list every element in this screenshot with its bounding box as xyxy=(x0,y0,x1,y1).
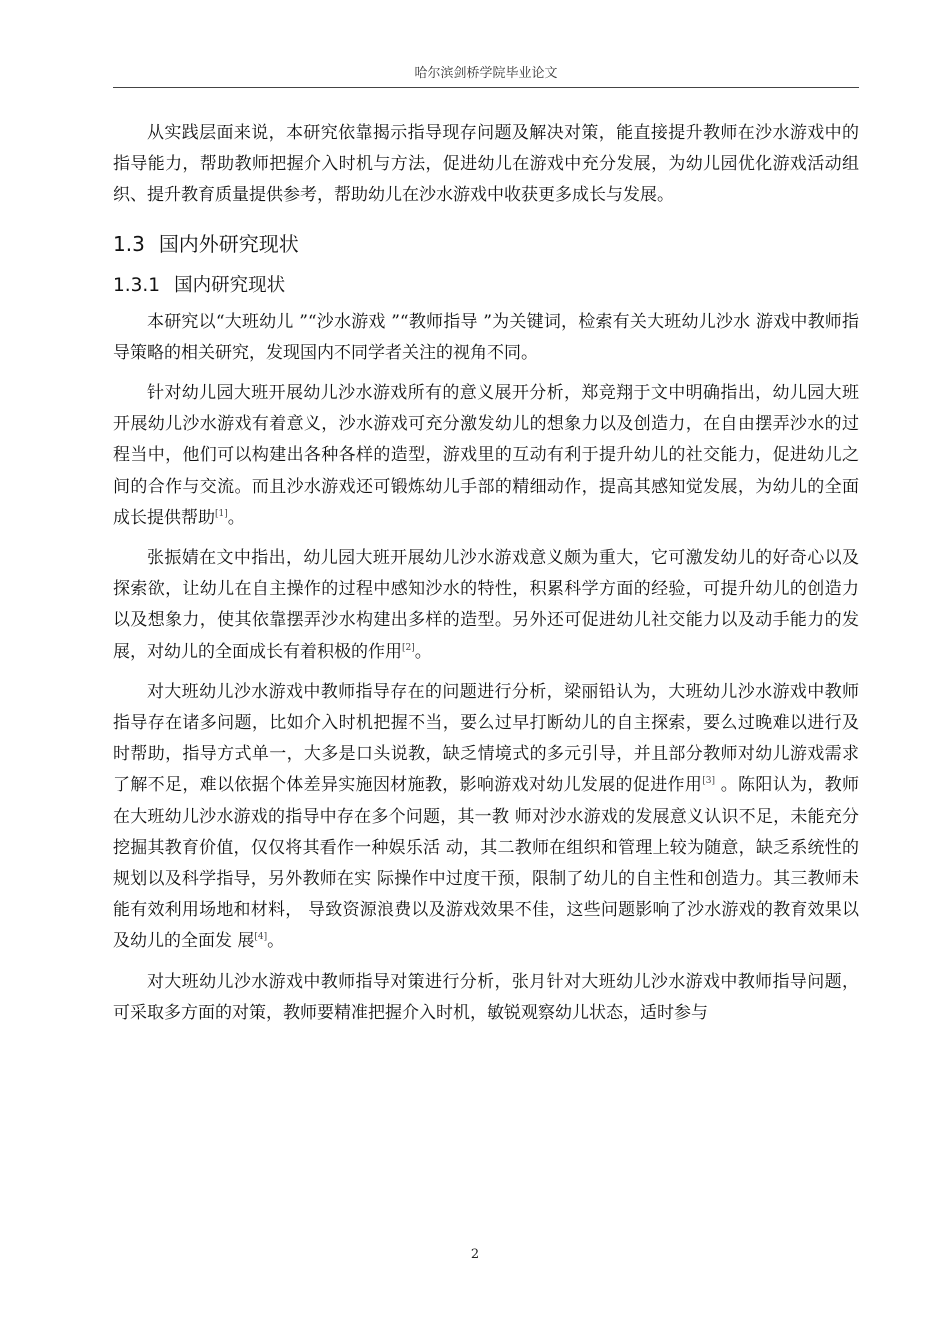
paragraph-zheng xyxy=(113,378,859,534)
paragraph-zheng-text: 针对幼儿园大班开展幼儿沙水游戏所有的意义展开分析，郑竞翔于文中明确指出，幼儿园大班开展幼儿沙水游戏有着意义，沙水游戏可充分激发幼儿的想象力以及创造力，在自由摆弄沙水的过程当中，他们可以构建出各种各样的造型，游戏里的互动有利于提升幼儿的社交能力，促进幼儿之间的合作与交流。而且沙水游戏还可锻炼幼儿手部的精细动作，提高其感知觉发展，为幼儿的全面成长提供帮助 xyxy=(113,383,859,528)
subsection-title: 国内研究现状 xyxy=(174,274,286,296)
paragraph-zhang-end: 。 xyxy=(414,641,432,662)
paragraph-zheng-end: 。 xyxy=(227,507,245,528)
paragraph-problems xyxy=(113,677,859,958)
paragraph-problems-end: 。 xyxy=(267,931,285,952)
section-title: 国内外研究现状 xyxy=(158,231,299,256)
citation-ref-2[interactable]: [2] xyxy=(402,642,415,653)
running-header: 哈尔滨剑桥学院毕业论文 xyxy=(414,66,558,81)
section-number: 1.3 xyxy=(113,231,145,256)
paragraph-zhang-text: 张振婧在文中指出，幼儿园大班开展幼儿沙水游戏意义颇为重大，它可激发幼儿的好奇心以及探索欲，让幼儿在自主操作的过程中感知沙水的特性，积累科学方面的经验，可提升幼儿的创造力以及想象力，使其依靠摆弄沙水构建出多样的造型。另外还可促进幼儿社交能力以及动手能力的发展，对幼儿的全面成长有着积极的作用 xyxy=(113,548,859,662)
section-heading xyxy=(113,229,859,259)
subsection-heading xyxy=(113,271,859,301)
paragraph-practice: 从实践层面来说，本研究依靠揭示指导现存问题及解决对策，能直接提升教师在沙水游戏中的指导能力，帮助教师把握介入时机与方法，促进幼儿在游戏中充分发展，为幼儿园优化游戏活动组织、提升教育质量提供参考，帮助幼儿在沙水游戏中收获更多成长与发展。 xyxy=(113,123,859,206)
paragraph-problems-text-b: 。陈阳认为，教师在大班幼儿沙水游戏的指导中存在多个问题，其一教 师对沙水游戏的发展意义认识不足，未能充分挖掘其教育价值，仅仅将其看作一种娱乐活 动，其二教师在组织和管理上较为随意，缺乏系统性的规划以及科学指导，另外教师在实 际操作中过度干预，限制了幼儿的自主性和创造力。其三教师未能有效利用场地和材料， 导致资源浪费以及游戏效果不佳，这些问题影响了沙水游戏的教育效果以及幼儿的全面发 展 xyxy=(113,775,860,952)
paragraph-strategies: 对大班幼儿沙水游戏中教师指导对策进行分析，张月针对大班幼儿沙水游戏中教师指导问题，可采取多方面的对策，教师要精准把握介入时机，敏锐观察幼儿状态，适时参与 xyxy=(113,971,859,1023)
citation-ref-3[interactable]: [3] xyxy=(702,776,715,787)
paragraph-zhang xyxy=(113,543,859,668)
header-rule xyxy=(113,87,859,88)
page-number: 2 xyxy=(470,1247,480,1262)
citation-ref-4[interactable]: [4] xyxy=(254,932,268,943)
paragraph-problems-text-a: 对大班幼儿沙水游戏中教师指导存在的问题进行分析，梁丽铅认为，大班幼儿沙水游戏中教师指导存在诸多问题，比如介入时机把握不当，要么过早打断幼儿的自主探索，要么过晚难以进行及时帮助，指导方式单一，大多是口头说教，缺乏情境式的多元引导，并且部分教师对幼儿游戏需求了解不足，难以依据个体差异实施因材施教，影响游戏对幼儿发展的促进作用 xyxy=(113,681,859,796)
paragraph-keywords: 本研究以“大班幼儿 ”“沙水游戏 ”“教师指导 ”为关键词，检索有关大班幼儿沙水 游戏中教师指导策略的相关研究，发现国内不同学者关注的视角不同。 xyxy=(113,311,859,363)
citation-ref-1[interactable]: [1] xyxy=(215,508,228,519)
page-body xyxy=(113,118,859,1029)
subsection-number: 1.3.1 xyxy=(113,274,161,296)
